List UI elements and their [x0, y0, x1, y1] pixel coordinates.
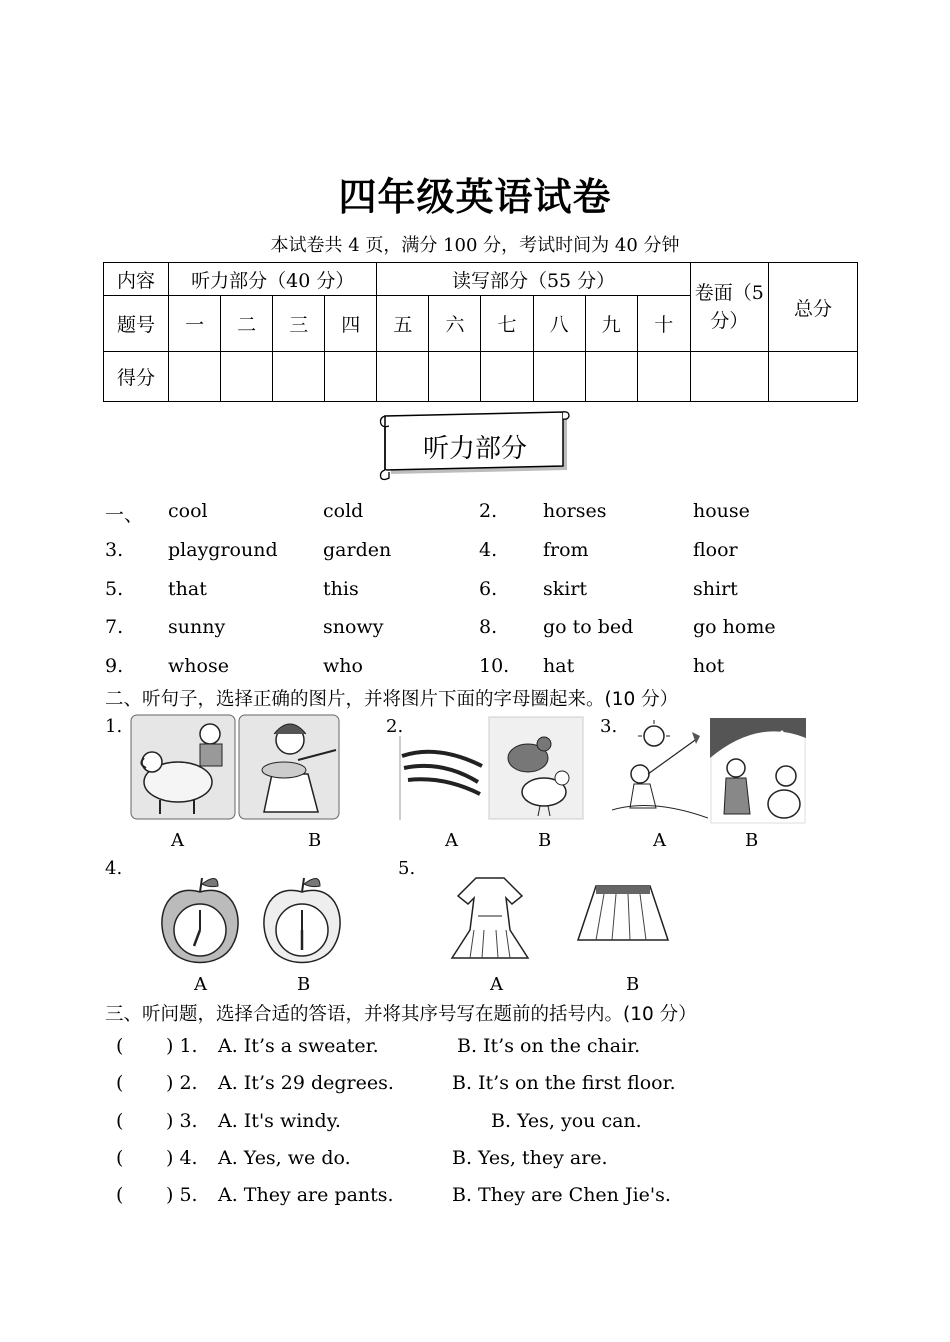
- choice-a: A. It’s a sweater.: [218, 1035, 379, 1057]
- option-label[interactable]: B: [297, 974, 311, 995]
- choice-a: A. It's windy.: [218, 1110, 341, 1132]
- question-number: 5.: [398, 858, 416, 879]
- apple-clock-seven-picture[interactable]: [154, 872, 246, 968]
- choice-b: B. It’s on the first floor.: [452, 1072, 676, 1094]
- choice-a: A. Yes, we do.: [218, 1147, 351, 1169]
- choice-b: B. Yes, you can.: [491, 1110, 642, 1132]
- snowy-day-picture[interactable]: [710, 718, 806, 824]
- listening-banner: [377, 410, 573, 482]
- word-option: who: [323, 655, 363, 677]
- word-option: hat: [543, 655, 575, 677]
- score-cell[interactable]: [690, 352, 768, 402]
- listening-header: 听力部分（40 分）: [169, 263, 377, 296]
- row-label-number: 题号: [104, 296, 169, 352]
- word-option: floor: [693, 539, 738, 561]
- word-option: whose: [168, 655, 229, 677]
- row-label-content: 内容: [104, 263, 169, 296]
- word-option: garden: [323, 539, 392, 561]
- neatness-header: 卷面（5 分）: [690, 263, 768, 352]
- choice-b: B. They are Chen Jie's.: [452, 1184, 671, 1206]
- word-option: cold: [323, 500, 364, 522]
- option-label[interactable]: A: [490, 974, 503, 995]
- score-cell[interactable]: [273, 352, 325, 402]
- option-label[interactable]: B: [308, 830, 322, 851]
- choice-a: A. They are pants.: [218, 1184, 394, 1206]
- item-number: 10.: [479, 655, 510, 677]
- girl-with-goat-picture[interactable]: [238, 714, 340, 820]
- question-number: ) 5.: [166, 1184, 198, 1206]
- question-number: 七: [481, 296, 533, 352]
- word-option: this: [323, 578, 359, 600]
- score-cell[interactable]: [585, 352, 637, 402]
- section1-prefix: 一、: [105, 504, 144, 526]
- option-label[interactable]: A: [445, 830, 458, 851]
- option-label[interactable]: A: [171, 830, 184, 851]
- page-title: 四年级英语试卷: [338, 175, 612, 219]
- question-number: ) 1.: [166, 1035, 198, 1057]
- exam-info: 本试卷共 4 页，满分 100 分，考试时间为 40 分钟: [270, 235, 680, 256]
- item-number: 4.: [479, 539, 498, 561]
- item-number: 9.: [105, 655, 124, 677]
- answer-bracket[interactable]: (: [116, 1110, 124, 1132]
- section2-heading: 二、听句子，选择正确的图片，并将图片下面的字母圈起来。(10 分）: [105, 689, 679, 710]
- question-number: 四: [325, 296, 377, 352]
- banner-title: 听力部分: [422, 434, 527, 464]
- choice-b: B. Yes, they are.: [452, 1147, 608, 1169]
- word-option: sunny: [168, 616, 226, 638]
- option-label[interactable]: A: [653, 830, 666, 851]
- question-number: ) 2.: [166, 1072, 198, 1094]
- item-number: 5.: [105, 578, 124, 600]
- choice-a: A. It’s 29 degrees.: [218, 1072, 394, 1094]
- word-option: from: [543, 539, 589, 561]
- answer-bracket[interactable]: (: [116, 1184, 124, 1206]
- word-option: skirt: [543, 578, 588, 600]
- score-cell[interactable]: [221, 352, 273, 402]
- sheep-picture[interactable]: [130, 714, 236, 820]
- score-cell[interactable]: [533, 352, 585, 402]
- answer-bracket[interactable]: (: [116, 1147, 124, 1169]
- question-number: 1.: [105, 716, 123, 737]
- question-number: ) 3.: [166, 1110, 198, 1132]
- item-number: 8.: [479, 616, 498, 638]
- item-number: 2.: [479, 500, 498, 522]
- word-option: go to bed: [543, 616, 634, 638]
- question-number: 三: [273, 296, 325, 352]
- question-number: 一: [169, 296, 221, 352]
- word-option: go home: [693, 616, 776, 638]
- question-number: 八: [533, 296, 585, 352]
- question-number: 十: [637, 296, 690, 352]
- reading-header: 读写部分（55 分）: [377, 263, 690, 296]
- item-number: 3.: [105, 539, 124, 561]
- question-number: 2.: [386, 716, 404, 737]
- chickens-picture[interactable]: [488, 716, 584, 820]
- word-option: shirt: [693, 578, 738, 600]
- choice-b: B. It’s on the chair.: [457, 1035, 641, 1057]
- question-number: 3.: [600, 716, 618, 737]
- section3-heading: 三、听问题，选择合适的答语，并将其序号写在题前的括号内。(10 分）: [105, 1004, 697, 1025]
- option-label[interactable]: B: [626, 974, 640, 995]
- row-label-score: 得分: [104, 352, 169, 402]
- question-number: 二: [221, 296, 273, 352]
- total-header: 总分: [768, 263, 857, 352]
- question-number: 五: [377, 296, 429, 352]
- answer-bracket[interactable]: (: [116, 1035, 124, 1057]
- option-label[interactable]: B: [745, 830, 759, 851]
- question-number: 4.: [105, 858, 123, 879]
- beans-picture[interactable]: [398, 716, 486, 820]
- word-option: snowy: [323, 616, 384, 638]
- word-option: that: [168, 578, 207, 600]
- option-label[interactable]: B: [538, 830, 552, 851]
- windy-day-picture[interactable]: [612, 718, 708, 824]
- score-cell[interactable]: [377, 352, 429, 402]
- option-label[interactable]: A: [194, 974, 207, 995]
- word-option: hot: [693, 655, 725, 677]
- apple-clock-six-picture[interactable]: [256, 872, 348, 968]
- answer-bracket[interactable]: (: [116, 1072, 124, 1094]
- question-number: ) 4.: [166, 1147, 198, 1169]
- score-cell[interactable]: [325, 352, 377, 402]
- question-number: 九: [585, 296, 637, 352]
- word-option: playground: [168, 539, 278, 561]
- score-cell[interactable]: [768, 352, 857, 402]
- score-table: [103, 262, 858, 402]
- word-option: cool: [168, 500, 208, 522]
- score-cell[interactable]: [637, 352, 690, 402]
- word-option: horses: [543, 500, 607, 522]
- skirt-picture[interactable]: [574, 880, 672, 952]
- item-number: 6.: [479, 578, 498, 600]
- question-number: 六: [429, 296, 481, 352]
- dress-picture[interactable]: [444, 868, 536, 964]
- score-cell[interactable]: [481, 352, 533, 402]
- score-cell[interactable]: [429, 352, 481, 402]
- item-number: 7.: [105, 616, 124, 638]
- word-option: house: [693, 500, 750, 522]
- score-cell[interactable]: [169, 352, 221, 402]
